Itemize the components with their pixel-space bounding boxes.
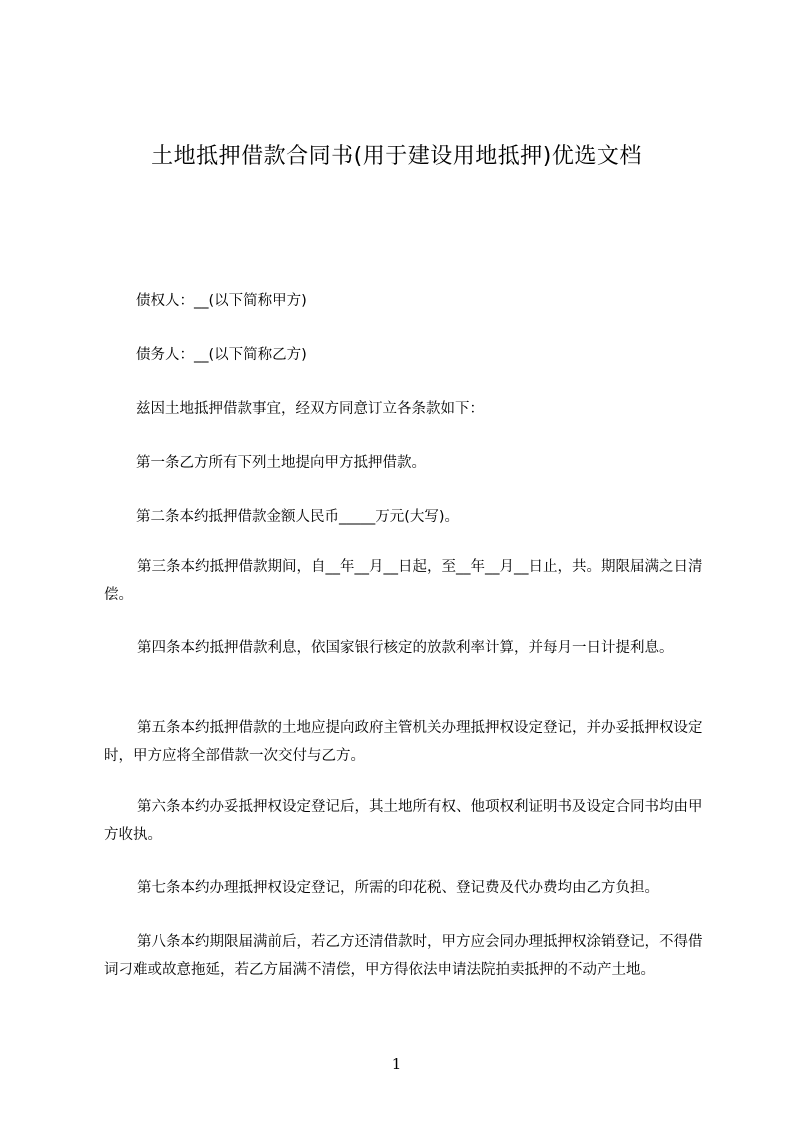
article-3-paragraph: 第三条本约抵押借款期间，自__年__月__日起，至__年__月__日止，共。期限届满之日清偿。 [104,559,703,603]
creditor-line: 债权人：__(以下简称甲方) [136,293,307,309]
article-7-paragraph: 第七条本约办理抵押权设定登记，所需的印花税、登记费及代办费均由乙方负担。 [137,880,659,896]
article-5-paragraph: 第五条本约抵押借款的土地应提向政府主管机关办理抵押权设定登记，并办妥抵押权设定时，甲方应将全部借款一次交付与乙方。 [104,720,703,764]
article-4-paragraph: 第四条本约抵押借款利息，依国家银行核定的放款利率计算，并每月一日计提利息。 [137,640,674,656]
page-number: 1 [391,1055,402,1073]
article-8-paragraph: 第八条本约期限届满前后，若乙方还清借款时，甲方应会同办理抵押权涂销登记，不得借词刁难或故意拖延，若乙方届满不清偿，甲方得依法申请法院拍卖抵押的不动产土地。 [104,934,703,978]
document-title: 土地抵押借款合同书(用于建设用地抵押)优选文档 [151,144,642,169]
preamble-paragraph: 兹因土地抵押借款事宜，经双方同意订立各条款如下： [136,401,484,417]
article-6-paragraph: 第六条本约办妥抵押权设定登记后，其土地所有权、他项权利证明书及设定合同书均由甲方收执。 [104,799,703,843]
article-1-paragraph: 第一条乙方所有下列土地提向甲方抵押借款。 [136,455,426,471]
debtor-line: 债务人：__(以下简称乙方) [136,347,307,363]
article-2-paragraph: 第二条本约抵押借款金额人民币_____万元(大写)。 [136,509,460,525]
